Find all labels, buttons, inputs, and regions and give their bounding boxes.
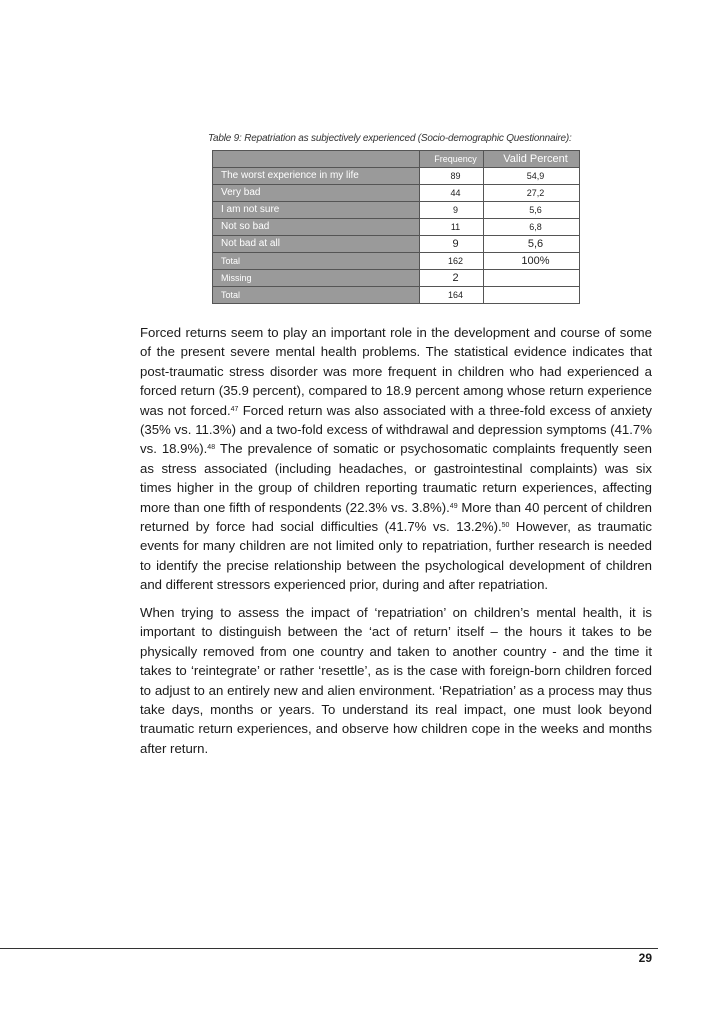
footnote-ref-48[interactable]: 48 bbox=[207, 444, 216, 452]
row-label: Missing bbox=[212, 270, 420, 287]
row-valid-percent: 54,9 bbox=[484, 168, 580, 185]
row-valid-percent bbox=[484, 287, 580, 304]
header-label-cell bbox=[212, 150, 420, 168]
row-frequency: 89 bbox=[420, 168, 484, 185]
table-row bbox=[212, 287, 580, 304]
row-label: The worst experience in my life bbox=[212, 168, 420, 185]
footnote-ref-49[interactable]: 49 bbox=[449, 502, 458, 510]
row-label: I am not sure bbox=[212, 202, 420, 219]
table-row bbox=[212, 219, 580, 236]
row-label: Total bbox=[212, 287, 420, 304]
table-row bbox=[212, 236, 580, 253]
footer-divider bbox=[0, 948, 658, 949]
row-label: Not so bad bbox=[212, 219, 420, 236]
p1-sentence-2: Forced return was also associated with a three-fold excess of anxiety (35% vs. 11.3%) and a two-fold excess of withdrawal and depression symptoms (41.7% vs. 18.9%). bbox=[140, 402, 652, 457]
table-row bbox=[212, 168, 580, 185]
row-frequency: 164 bbox=[420, 287, 484, 304]
header-valid-percent: Valid Percent bbox=[484, 150, 580, 168]
row-frequency: 9 bbox=[420, 236, 484, 253]
row-frequency: 162 bbox=[420, 253, 484, 270]
footnote-ref-50[interactable]: 50 bbox=[501, 522, 510, 530]
row-valid-percent: 5,6 bbox=[484, 202, 580, 219]
row-valid-percent: 6,8 bbox=[484, 219, 580, 236]
p1-sentence-5: However, as traumatic events for many children are not limited only to repatriation, further research is needed to identify the precise relationship between the psychological development of children and different stressors experienced prior, during and after repatriation. bbox=[140, 519, 652, 593]
paragraph-1-text bbox=[140, 323, 652, 595]
row-label: Not bad at all bbox=[212, 236, 420, 253]
p1-sentence-1: Forced returns seem to play an important role in the development and course of some of the present severe mental health problems. The statistical evidence indicates that post-traumatic stress disorder was more frequent in children who had experienced a forced return (35.9 percent), compared to 18.9 percent among whose return experience was not forced. bbox=[140, 325, 652, 418]
p1-sentence-3: The prevalence of somatic or psychosomatic complaints frequently seen as stress associated (including headaches, or gastrointestinal complaints) was six times higher in the group of children reporting traumatic return experiences, affecting more than one fifth of respondents (22.3% vs. 3.8%). bbox=[140, 441, 652, 515]
paragraph-forced-returns bbox=[140, 323, 652, 595]
table-caption: Table 9: Repatriation as subjectively experienced (Socio-demographic Questionnaire): bbox=[208, 133, 572, 144]
page-number: 29 bbox=[638, 951, 652, 965]
row-frequency: 44 bbox=[420, 185, 484, 202]
table-row bbox=[212, 253, 580, 270]
footnote-ref-47[interactable]: 47 bbox=[230, 405, 239, 413]
row-frequency: 9 bbox=[420, 202, 484, 219]
row-label: Total bbox=[212, 253, 420, 270]
row-frequency: 2 bbox=[420, 270, 484, 287]
row-valid-percent: 5,6 bbox=[484, 236, 580, 253]
row-valid-percent: 27,2 bbox=[484, 185, 580, 202]
row-label: Very bad bbox=[212, 185, 420, 202]
table-row bbox=[212, 185, 580, 202]
paragraph-repatriation-impact bbox=[140, 603, 652, 758]
table-row bbox=[212, 270, 580, 287]
p1-sentence-4: More than 40 percent of children returned by force had social difficulties (41.7% vs. 13.2%). bbox=[140, 499, 653, 535]
repatriation-table bbox=[212, 150, 580, 304]
table-header-row bbox=[212, 150, 580, 168]
header-frequency: Frequency bbox=[420, 150, 484, 168]
row-valid-percent bbox=[484, 270, 580, 287]
paragraph-2-text: When trying to assess the impact of ‘repatriation’ on children’s mental health, it is important to distinguish between the ‘act of return’ itself – the hours it takes to be physically removed from one country and taken to another country - and the time it takes to ‘reintegrate’ or rather ‘resettle’, as is the case with foreign-born children forced to adjust to an entirely new and alien environment. ‘Repatriation’ as a process may thus take days, months or years. To understand its real impact, one must look beyond traumatic return experiences, and observe how children cope in the weeks and months after return. bbox=[140, 605, 652, 756]
row-valid-percent: 100% bbox=[484, 253, 580, 270]
table-row bbox=[212, 202, 580, 219]
row-frequency: 11 bbox=[420, 219, 484, 236]
